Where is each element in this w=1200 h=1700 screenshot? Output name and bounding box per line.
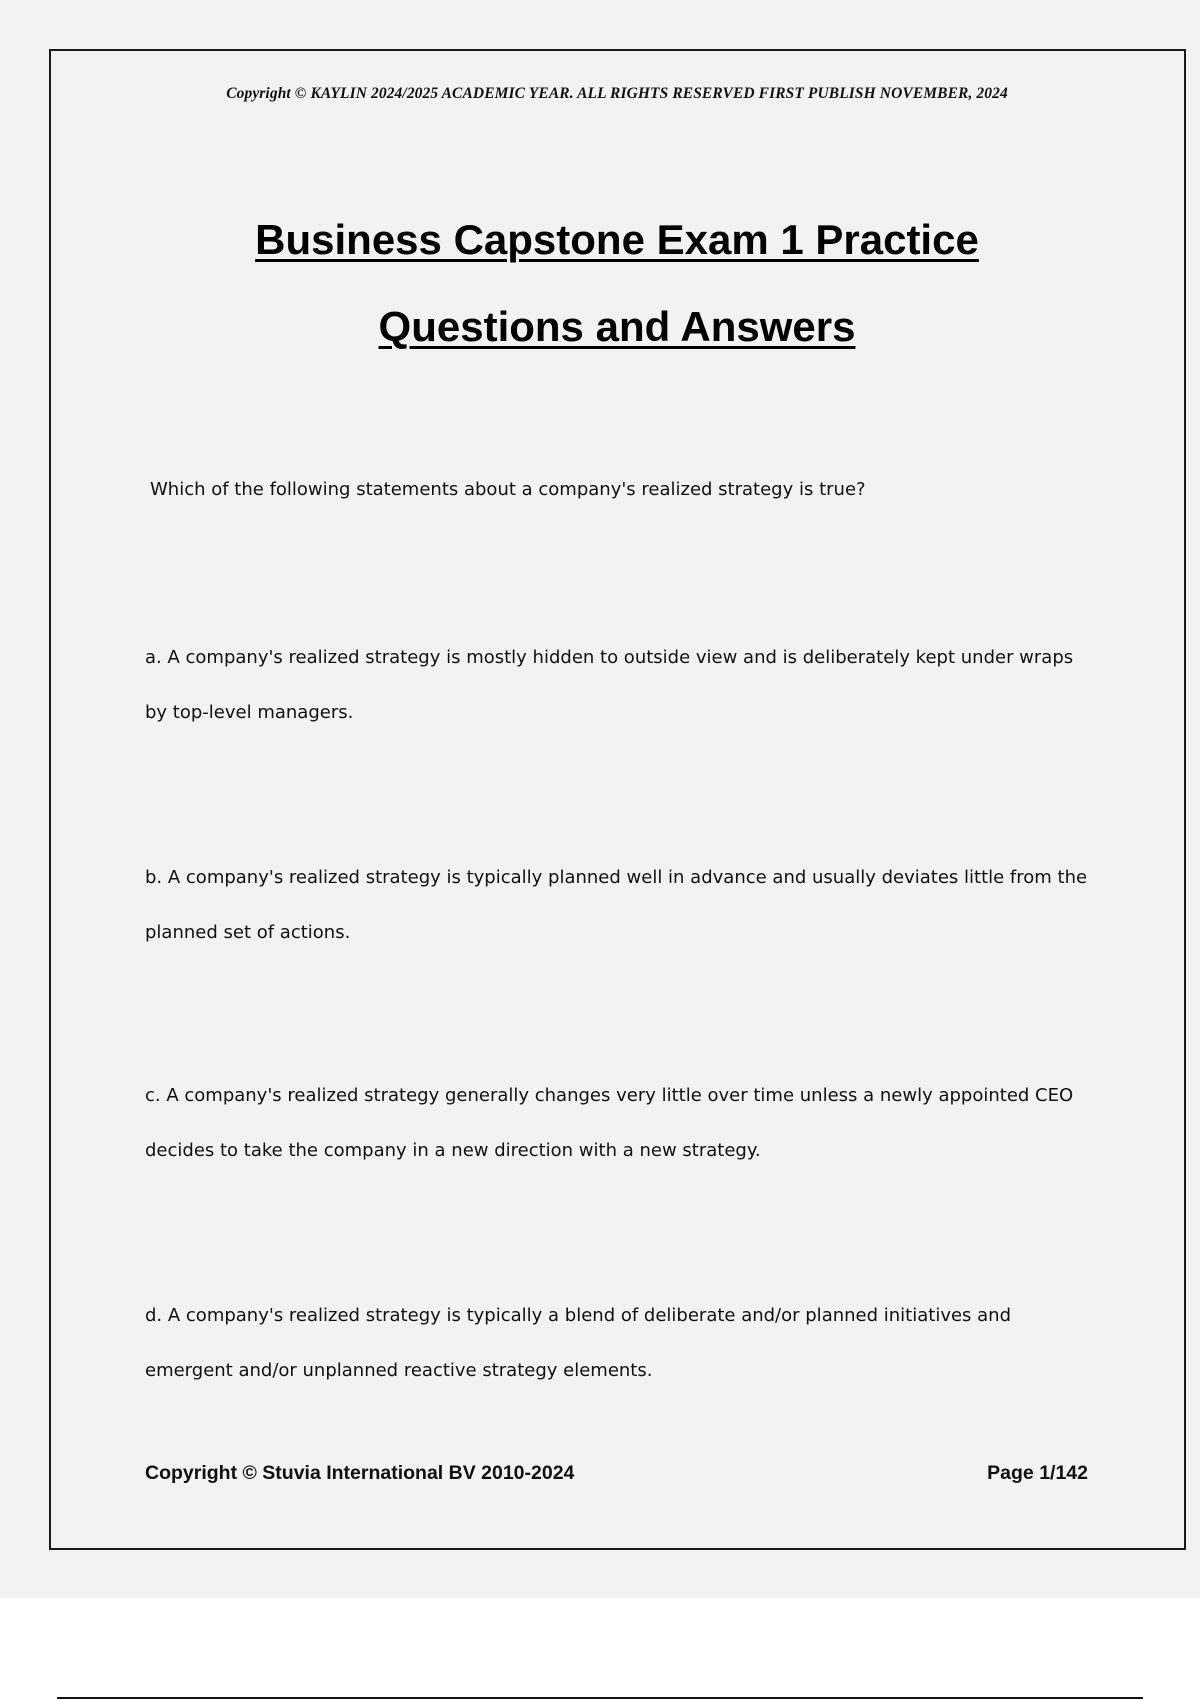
answer-option-a: a. A company's realized strategy is mostly hidden to outside view and is deliberately kept under wraps by top-level managers.: [145, 647, 1074, 723]
document-title-line-2: Questions and Answers: [378, 303, 856, 350]
answer-option-c: c. A company's realized strategy generally changes very little over time unless a newly appointed CEO decides to take the company in a new direction with a new strategy.: [145, 1085, 1074, 1161]
document-title-line-1: Business Capstone Exam 1 Practice: [255, 216, 979, 263]
header-copyright: Copyright © KAYLIN 2024/2025 ACADEMIC YEAR. ALL RIGHTS RESERVED FIRST PUBLISH NOVEMBER, 2024: [226, 85, 1008, 102]
page-number: Page 1/142: [987, 1462, 1088, 1484]
answer-option-b: b. A company's realized strategy is typically planned well in advance and usually deviates little from the planned set of actions.: [145, 867, 1088, 943]
question-text: Which of the following statements about a company's realized strategy is true?: [150, 479, 866, 500]
footer-copyright: Copyright © Stuvia International BV 2010-2024: [145, 1462, 575, 1484]
answer-option-d: d. A company's realized strategy is typically a blend of deliberate and/or planned initiatives and emergent and/or unplanned reactive strategy elements.: [145, 1305, 1012, 1381]
next-page-divider: [57, 1697, 1143, 1699]
